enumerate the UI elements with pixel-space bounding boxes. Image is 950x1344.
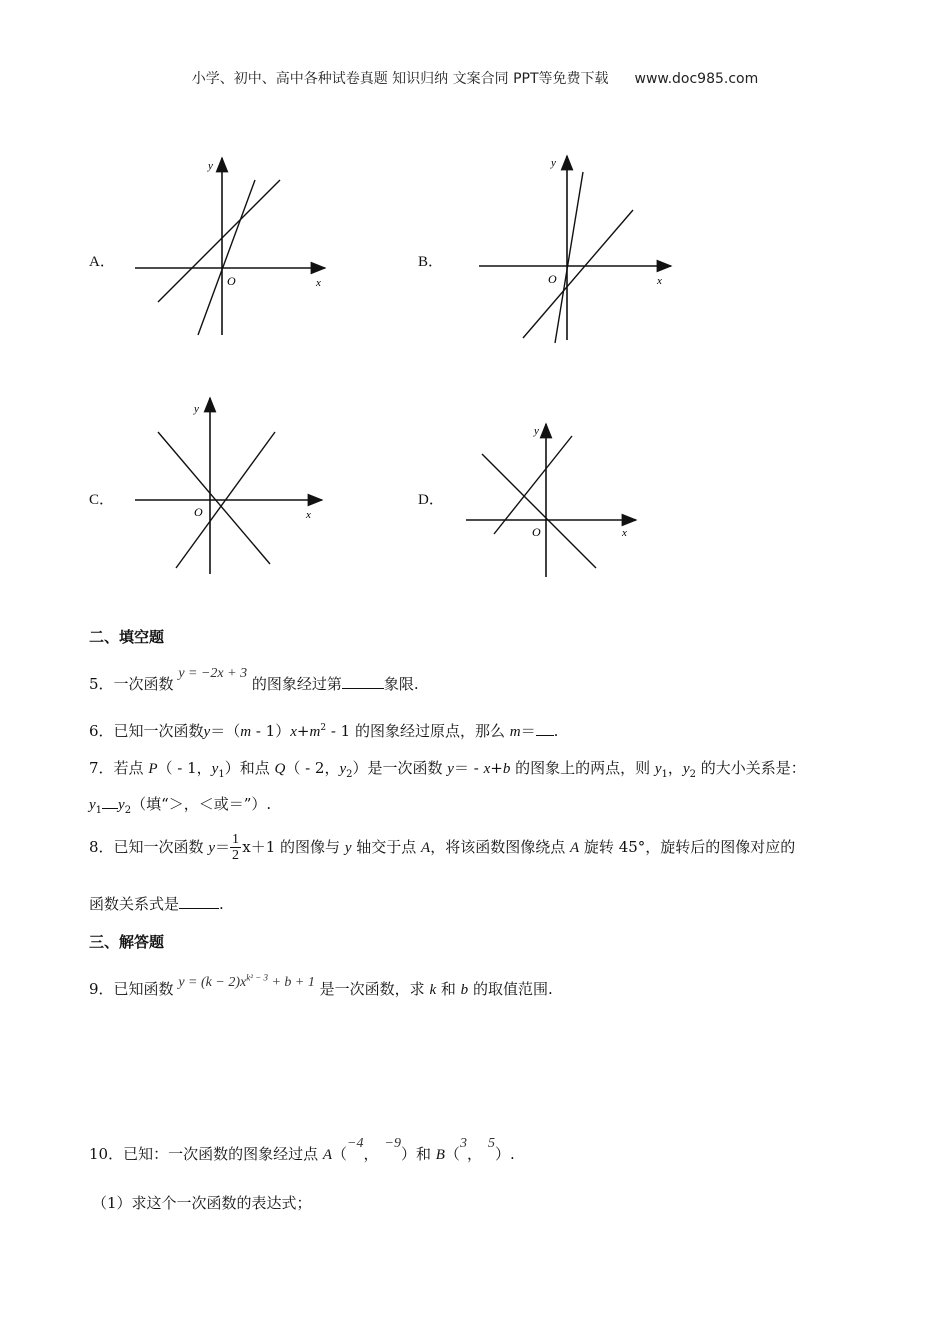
section-solve-title: 三、解答题	[89, 933, 165, 951]
question-9: 9．已知函数 $y = (k - 2)x^{k^2 - 3} + b + 1$ 是一次函数，求 k 和 b 的取值范围.	[89, 972, 553, 998]
line-1	[158, 180, 280, 302]
question-8-line-2: 函数关系式是 .	[89, 895, 224, 913]
question-10: 10．已知：一次函数的图象经过点 A（−4，−9）和 B（3，5）.	[89, 1136, 515, 1163]
section-fill-in-title: 二、填空题	[89, 628, 165, 646]
q6-blank[interactable]	[536, 721, 554, 736]
x-label: x	[306, 509, 311, 521]
x-label: x	[316, 277, 321, 289]
origin-label: O	[532, 525, 541, 539]
q9-formula: $y = (k - 2)x^{k^2 - 3} + b + 1$	[178, 972, 315, 990]
origin-label: O	[227, 274, 236, 288]
question-7-line-2: $y_1$ $y_2$（填“＞，＜或＝”）.	[89, 795, 272, 816]
q8-blank[interactable]	[179, 894, 219, 909]
option-b-label: B．	[418, 254, 444, 270]
option-d-graph	[460, 420, 650, 580]
q7-blank[interactable]	[102, 794, 118, 809]
y-label: y	[194, 403, 199, 415]
origin-label: O	[548, 272, 557, 286]
option-c-label: C．	[89, 492, 115, 508]
q8-fraction: $\frac{1}{2}$	[232, 832, 239, 864]
option-d-label: D．	[418, 492, 444, 508]
q5-blank[interactable]	[342, 674, 384, 689]
q5-formula: y = −2x + 3	[178, 666, 248, 681]
line-2	[555, 172, 583, 343]
option-a-label: A．	[89, 254, 115, 270]
line-1	[158, 432, 270, 564]
y-label: y	[208, 160, 213, 172]
question-7-line-1: 7．若点 P（ - 1，$y_1$）和点 Q（ - 2，$y_2$）是一次函数 y＝ - x+b 的图象上的两点，则 $y_1$，$y_2$ 的大小关系是：	[89, 759, 806, 780]
line-2	[198, 180, 255, 335]
header-url[interactable]: www.doc985.com	[634, 71, 759, 87]
option-c-graph	[130, 392, 330, 577]
line-1	[482, 454, 596, 568]
y-label: y	[534, 425, 539, 437]
line-1	[523, 210, 633, 338]
x-label: x	[657, 275, 662, 287]
question-8-line-1: 8．已知一次函数 y＝ $\frac{1}{2}$ x＋1 的图像与 y 轴交于点 A，将该函数图像绕点 A 旋转 45°，旋转后的图像对应的	[89, 832, 796, 864]
question-5: 5．一次函数 y = −2x + 3 的图象经过第 象限.	[89, 666, 419, 693]
option-b-graph	[475, 150, 685, 350]
question-10-part-1: （1）求这个一次函数的表达式；	[92, 1194, 312, 1212]
option-a-graph	[130, 150, 340, 340]
x-label: x	[622, 527, 627, 539]
origin-label: O	[194, 505, 203, 519]
page-header	[0, 68, 950, 88]
header-text: 小学、初中、高中各种试卷真题 知识归纳 文案合同 PPT等免费下载	[191, 71, 609, 87]
y-label: y	[551, 157, 556, 169]
question-6: 6．已知一次函数$y=(m - 1)x+m^2 - 1$ 的图象经过原点，那么 m＝ .	[89, 722, 559, 740]
